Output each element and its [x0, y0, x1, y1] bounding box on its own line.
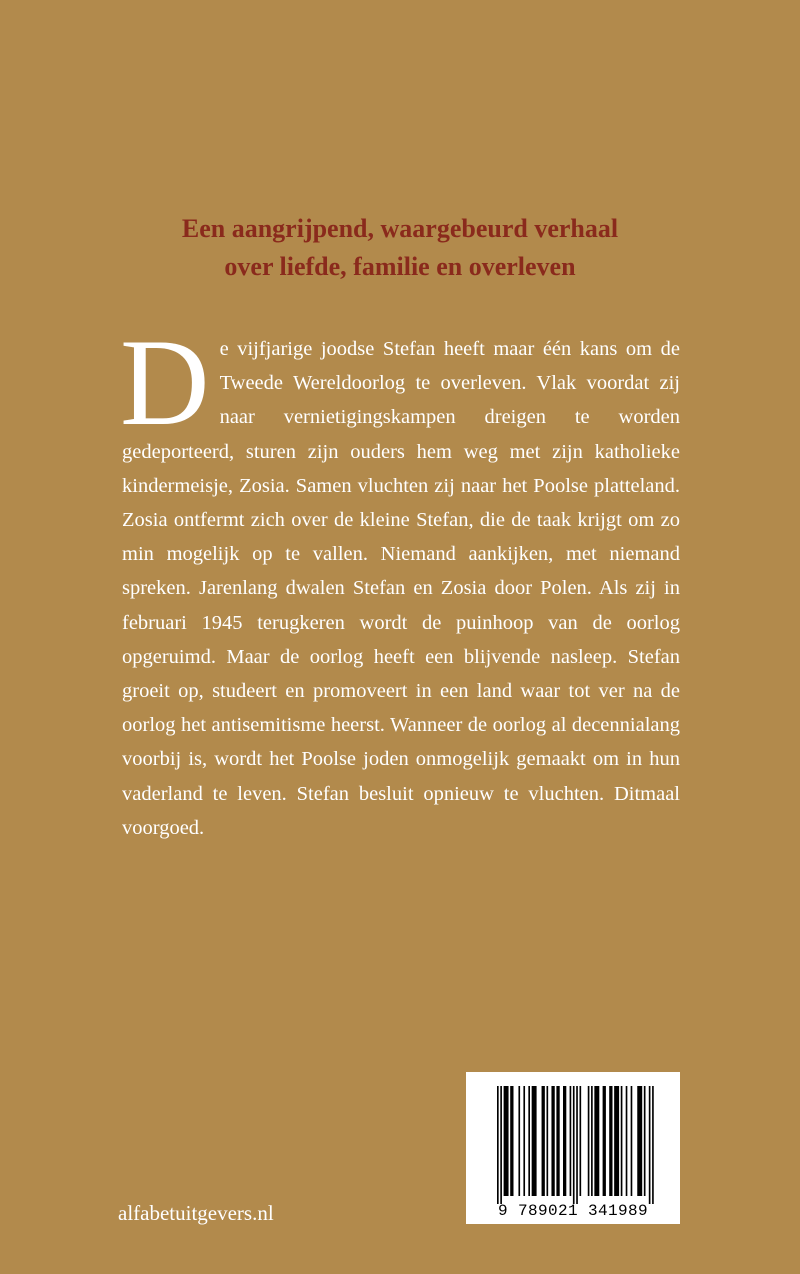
barcode-guard-bar — [649, 1086, 651, 1204]
barcode-bar — [594, 1086, 599, 1196]
barcode-bar — [626, 1086, 628, 1196]
barcode-bar — [556, 1086, 559, 1196]
barcode-guard-bar — [497, 1086, 499, 1204]
blurb-text: e vijfjarige joodse Stefan heeft maar één kans om de Tweede Wereldoorlog te overleven. Vlak voordat zij naar vernietigingskampen dreigen te worden gedeporteerd, sturen zijn ouders hem weg met zijn katholieke kindermeisje, Zosia. Samen vluchten zij naar het Poolse platteland. Zosia ontfermt zich over de kleine Stefan, die de taak krijgt om zo min mogelijk op te vallen. Niemand aankijken, met niemand spreken. Jarenlang dwalen Stefan en Zosia door Polen. Als zij in februari 1945 terugkeren wordt de puinhoop van de oorlog opgeruimd. Maar de oorlog heeft een blijvende nasleep. Stefan groeit op, studeert en promoveert in een land waar tot ver na de oorlog het antisemitisme heerst. Wanneer de oorlog al decennialang voorbij is, wordt het Poolse joden onmogelijk gemaakt om in hun vaderland te leven. Stefan besluit opnieuw te vluchten. Ditmaal voorgoed. — [122, 338, 680, 839]
barcode-bar — [588, 1086, 590, 1196]
barcode-bar — [644, 1086, 646, 1196]
tagline — [0, 210, 800, 286]
barcode-bar — [637, 1086, 642, 1196]
barcode-bar — [523, 1086, 525, 1196]
barcode-bar — [631, 1086, 633, 1196]
barcode-bar — [532, 1086, 537, 1196]
barcode-bar — [580, 1086, 582, 1196]
barcode-bar — [528, 1086, 530, 1196]
barcode-guard-bar — [500, 1086, 502, 1204]
barcode-bars — [497, 1086, 654, 1204]
isbn-number: 9 789021 341989 — [497, 1202, 649, 1220]
tagline-line-1: Een aangrijpend, waargebeurd verhaal — [181, 214, 619, 243]
barcode-bar — [504, 1086, 509, 1196]
barcode-bar — [609, 1086, 612, 1196]
barcode-guard-bar — [576, 1086, 578, 1204]
barcode-graphic — [466, 1072, 680, 1224]
barcode-bar — [591, 1086, 593, 1196]
isbn-barcode — [466, 1072, 680, 1224]
barcode-bar — [551, 1086, 554, 1196]
barcode-bar — [518, 1086, 520, 1196]
barcode-bar — [621, 1086, 623, 1196]
barcode-guard-bar — [652, 1086, 654, 1204]
barcode-bar — [563, 1086, 566, 1196]
publisher-url: alfabetuitgevers.nl — [118, 1201, 274, 1225]
barcode-bar — [603, 1086, 606, 1196]
barcode-bar — [510, 1086, 513, 1196]
barcode-guard-bar — [573, 1086, 575, 1204]
barcode-bar — [614, 1086, 619, 1196]
barcode-bar — [547, 1086, 549, 1196]
barcode-bar — [542, 1086, 545, 1196]
tagline-line-2: over liefde, familie en overleven — [224, 252, 576, 281]
barcode-bar — [570, 1086, 572, 1196]
blurb — [120, 314, 680, 845]
drop-cap: D — [120, 314, 210, 451]
